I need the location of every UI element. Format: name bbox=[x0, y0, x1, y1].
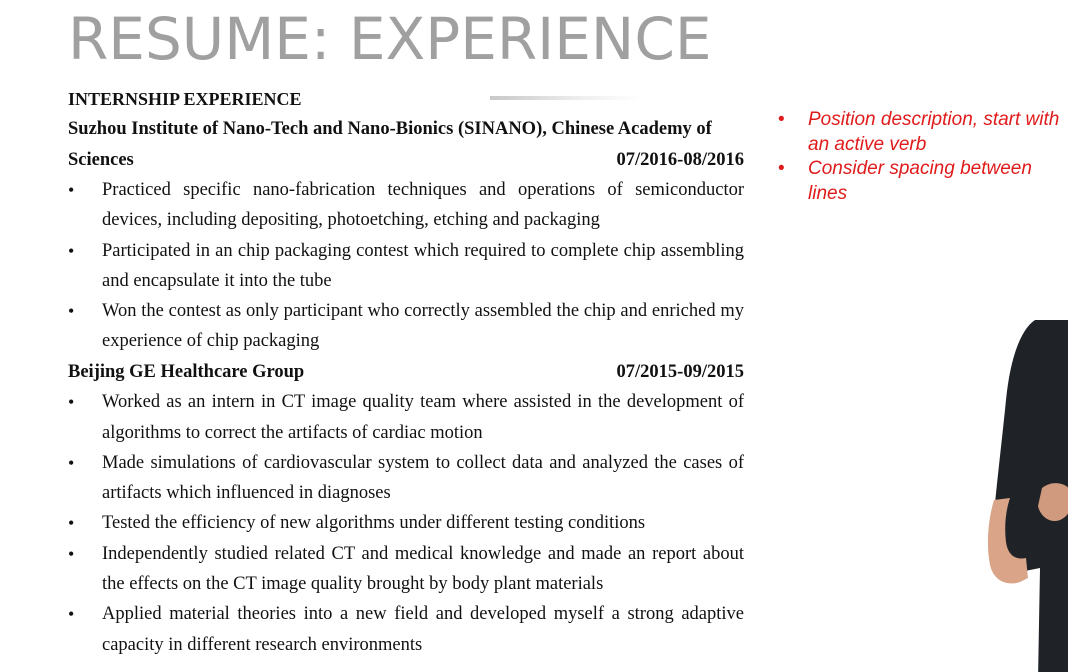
job-bullets-ge bbox=[68, 387, 744, 660]
bullet-item: • Tested the efficiency of new algorithms under different testing conditions bbox=[68, 508, 744, 538]
bullet-item: • Practiced specific nano-fabrication techniques and operations of semiconductor devices, including depositing, photoetching, etching and packaging bbox=[68, 175, 744, 236]
section-heading: INTERNSHIP EXPERIENCE bbox=[68, 89, 302, 109]
employer-name-ge: Beijing GE Healthcare Group bbox=[68, 361, 305, 382]
bullet-item: • Won the contest as only participant who correctly assembled the chip and enriched my experience of chip packaging bbox=[68, 296, 744, 357]
bullet-item: • Independently studied related CT and medical knowledge and made an report about the effects on the CT image quality brought by body plant materials bbox=[68, 539, 744, 600]
employer-name-continued: Sciences bbox=[68, 149, 134, 170]
bullet-item: • Participated in an chip packaging contest which required to complete chip assembling and encapsulate it into the tube bbox=[68, 236, 744, 297]
employer-row-ge bbox=[68, 357, 744, 388]
employer-row-sinano bbox=[68, 145, 744, 176]
employer-name-sinano: Suzhou Institute of Nano-Tech and Nano-Bionics (SINANO), Chinese Academy of bbox=[68, 119, 712, 139]
slide-title: RESUME: EXPERIENCE bbox=[68, 5, 712, 73]
job-bullets-sinano bbox=[68, 175, 744, 357]
note-item: • Position description, start with an active verb bbox=[778, 108, 1060, 157]
bullet-item: • Worked as an intern in CT image quality team where assisted in the development of algorithms to correct the artifacts of cardiac motion bbox=[68, 387, 744, 448]
presenter-figure bbox=[980, 320, 1068, 672]
resume-document bbox=[68, 84, 744, 660]
note-item: • Consider spacing between lines bbox=[778, 157, 1060, 206]
speaker-notes bbox=[778, 108, 1060, 206]
employment-dates: 07/2015-09/2015 bbox=[616, 361, 744, 382]
employment-dates: 07/2016-08/2016 bbox=[616, 149, 744, 170]
bullet-item: • Made simulations of cardiovascular system to collect data and analyzed the cases of artifacts which influenced in diagnoses bbox=[68, 448, 744, 509]
bullet-item: • Applied material theories into a new field and developed myself a strong adaptive capacity in different research environments bbox=[68, 599, 744, 660]
